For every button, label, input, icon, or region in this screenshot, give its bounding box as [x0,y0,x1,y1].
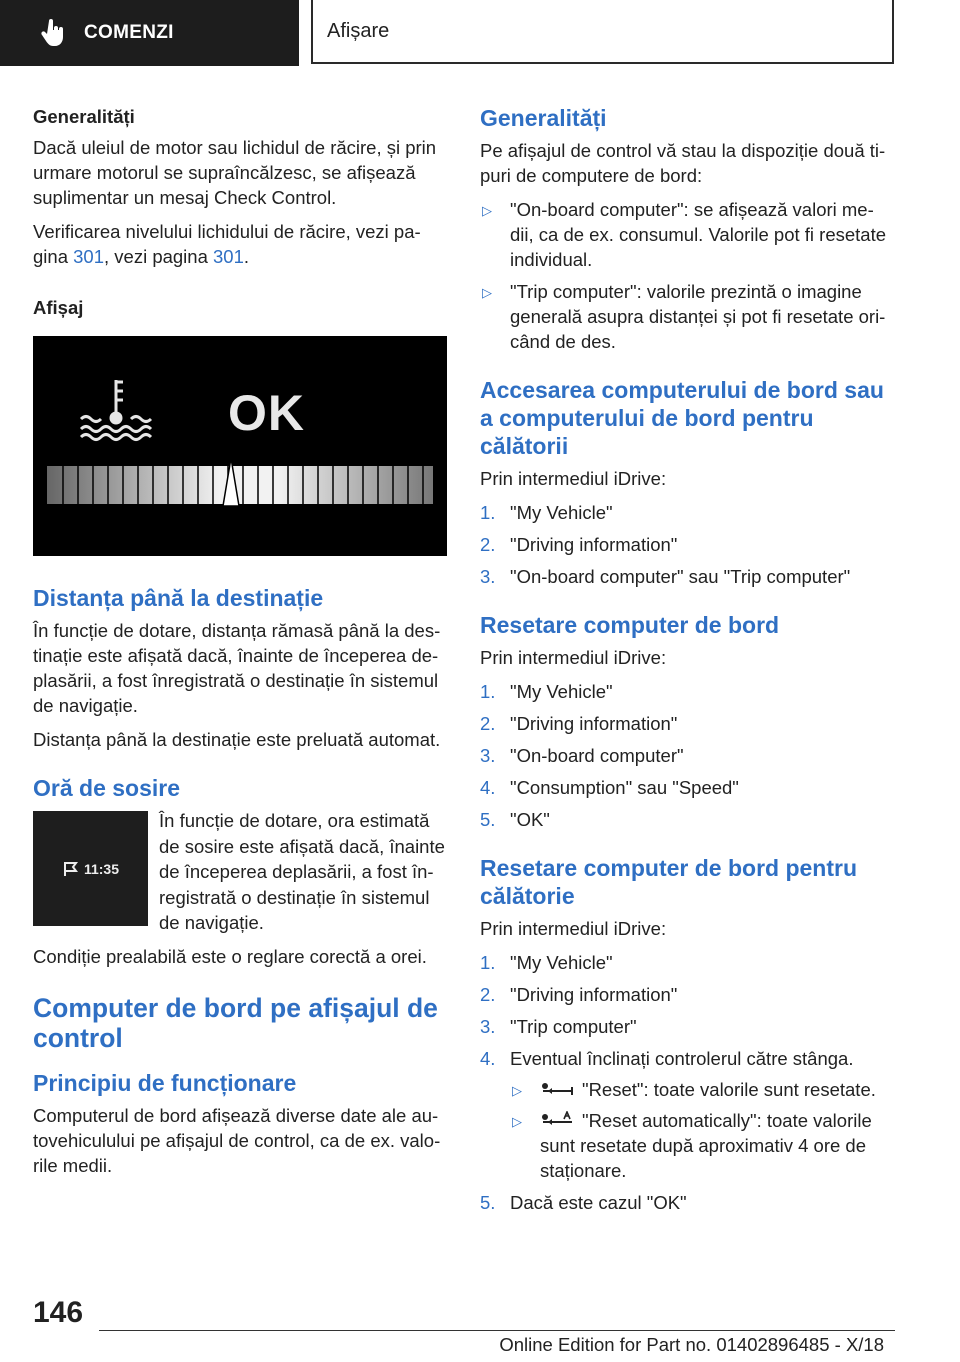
list-item: ▷ "Trip computer": valorile prezintă o imagine generală asupra distanței și pot fi resetate ori-când de des. [482,281,886,352]
temperature-scale-bar [47,466,433,504]
list-item: 1. "My Vehicle" [480,502,613,523]
list-item: 3. "Trip computer" [480,1016,637,1037]
reset-heading: Resetare computer de bord [480,612,780,638]
ok-status-text: OK [228,385,305,441]
list-item: 1. "My Vehicle" [480,681,613,702]
page-number: 146 [33,1296,84,1329]
distance-heading: Distanța până la destinație [33,585,324,611]
hand-pointer-icon [40,19,66,47]
list-item: 2. "Driving information" [480,984,678,1005]
arrival-heading: Oră de sosire [33,775,181,801]
display-heading: Afișaj [33,297,84,318]
triangle-bullet-icon: ▷ [512,1114,522,1129]
footer-edition-text: Online Edition for Part no. 01402896485 - X/18 [499,1334,884,1355]
access-heading: Accesarea computerului de bord sau a computerului de bord pentru călătorii [480,377,884,459]
footer-divider [99,1330,895,1331]
arrival-paragraph-1: În funcție de dotare, ora estimată de sosire este afișată dacă, înainte de începerea deplasării, a fost în-registrată o destinație în sistemul de navigație. [159,810,445,933]
left-column [33,104,449,1187]
list-item: 2. "Driving information" [480,713,678,734]
computer-types-list [480,197,896,354]
page-link-301-b[interactable]: 301 [213,246,244,267]
principle-heading: Principiu de funcționare [33,1069,297,1096]
trip-reset-steps [480,950,896,1215]
reset-automatically-icon [540,1111,574,1129]
page-link-301-a[interactable]: 301 [73,246,104,267]
coolant-temperature-display [33,336,447,556]
general-paragraph-2 [33,219,449,269]
list-item: 3. "On-board computer" [480,745,684,766]
section-tab[interactable] [311,0,894,64]
general-p2-pre: Verificarea nivelului lichidului de răcire, vezi pa-gina [33,221,421,267]
destination-flag-icon [62,860,80,878]
start-tab-label: COMENZI [84,22,174,43]
reset-icon [540,1082,574,1098]
trip-reset-intro: Prin intermediul iDrive: [480,918,667,939]
reset-steps [480,679,896,832]
access-steps [480,500,896,589]
list-item: ▷ "Reset": toate valorile sunt resetate. [510,1077,896,1102]
access-intro: Prin intermediul iDrive: [480,468,667,489]
coolant-temperature-icon [81,380,151,440]
general-p2-post: . [243,246,250,267]
section-tab-label: Afișare [327,19,390,42]
general-heading-right: Generalități [480,105,607,131]
right-column [480,104,896,1225]
list-item: 1. "My Vehicle" [480,952,613,973]
general-paragraph-1: Dacă uleiul de motor sau lichidul de răcire, și prin urmare motorul se supraîncălzesc, se afișează suplimentar un mesaj Check Control. [33,137,437,208]
triangle-bullet-icon: ▷ [482,285,492,300]
coolant-gauge-graphic [33,336,447,556]
general-p2-mid: , vezi pagina [104,246,214,267]
list-item: 4. "Consumption" sau "Speed" [480,777,739,798]
arrival-time-display [33,811,148,926]
reset-intro: Prin intermediul iDrive: [480,647,667,668]
page-header [0,0,960,66]
list-item: 3. "On-board computer" sau "Trip computer" [480,566,851,587]
distance-paragraph-2: Distanța până la destinație este preluată automat. [33,729,441,750]
obc-heading: Computer de bord pe afișajul de control [33,992,438,1053]
list-item: ▷ "Reset automatically": toate valorile sunt resetate după aproximativ 4 ore de staționare. [512,1110,872,1181]
trip-reset-options [510,1077,896,1183]
right-general-paragraph: Pe afișajul de control vă stau la dispoziție două ti-puri de computere de bord: [480,140,886,186]
list-item: 5. Dacă este cazul "OK" [480,1192,687,1213]
start-tab[interactable] [0,0,299,66]
list-item: 5. "OK" [480,809,550,830]
trip-reset-heading: Resetare computer de bord pentru călătorie [480,855,858,909]
arrival-time-value: 11:35 [83,860,120,877]
principle-paragraph-1: Computerul de bord afișează diverse date ale au-tovehiculului pe afișajul de control, ca de ex. valo-rile medii. [33,1104,441,1176]
general-heading-left: Generalități [33,106,135,127]
triangle-bullet-icon: ▷ [512,1083,522,1098]
list-item: 2. "Driving information" [480,534,678,555]
list-item: 4. Eventual înclinați controlerul către stânga. ▷ "Reset": toate valorile sunt resetate. ▷ "Reset automatically": toate valorile sunt resetate după aproximativ 4 ore de staționare. [480,1046,896,1183]
triangle-bullet-icon: ▷ [482,203,492,218]
arrival-paragraph-2: Condiție prealabilă este o reglare corectă a orei. [33,945,427,967]
list-item: ▷ "On-board computer": se afișează valori me-dii, ca de ex. consumul. Valorile pot fi resetate individual. [482,199,887,270]
arrival-block [33,808,449,936]
distance-paragraph-1: În funcție de dotare, distanța rămasă până la des-tinație este afișată dacă, înainte de începerea de-plasării, a fost înregistrată o destinație în sistemul de navigație. [33,620,441,716]
